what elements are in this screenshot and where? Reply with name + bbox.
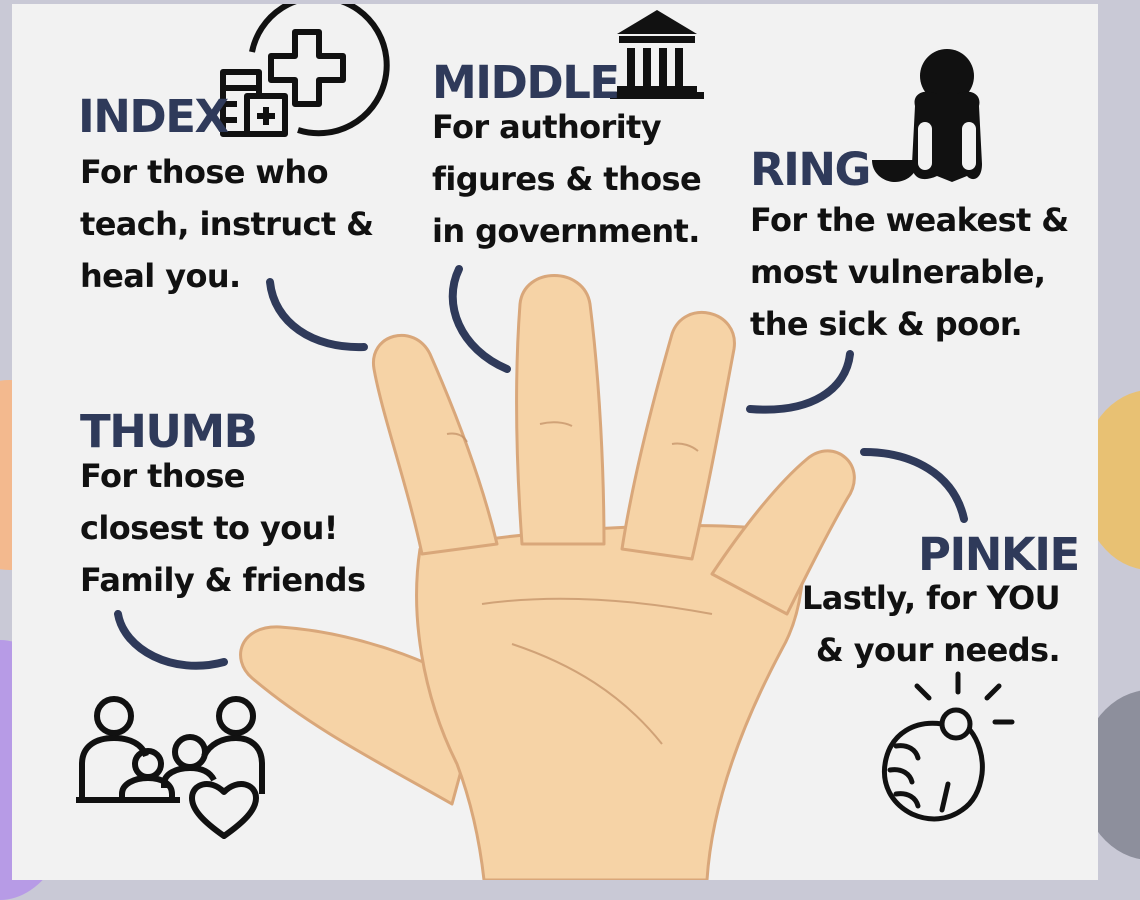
infographic-card [12, 4, 1098, 880]
government-building-icon [610, 10, 704, 99]
thumb-description: For those closest to you! Family & friends [80, 457, 366, 599]
ring-description: For the weakest & most vulnerable, the sick & poor. [750, 201, 1069, 343]
family-heart-icon [76, 699, 262, 836]
pinkie-description: Lastly, for YOU & your needs. [801, 579, 1060, 669]
index-description: For those who teach, instruct & heal you. [80, 153, 374, 295]
middle-title: MIDDLE [432, 56, 619, 109]
ring-title: RING [750, 143, 870, 196]
hospital-cross-icon [223, 4, 387, 134]
pinkie-title: PINKIE [918, 528, 1079, 581]
index-title: INDEX [78, 90, 228, 143]
thumb-title: THUMB [80, 405, 257, 458]
pointing-finger-icon [884, 674, 1012, 819]
middle-description: For authority figures & those in government. [432, 108, 702, 250]
beggar-bowl-icon [872, 49, 982, 182]
